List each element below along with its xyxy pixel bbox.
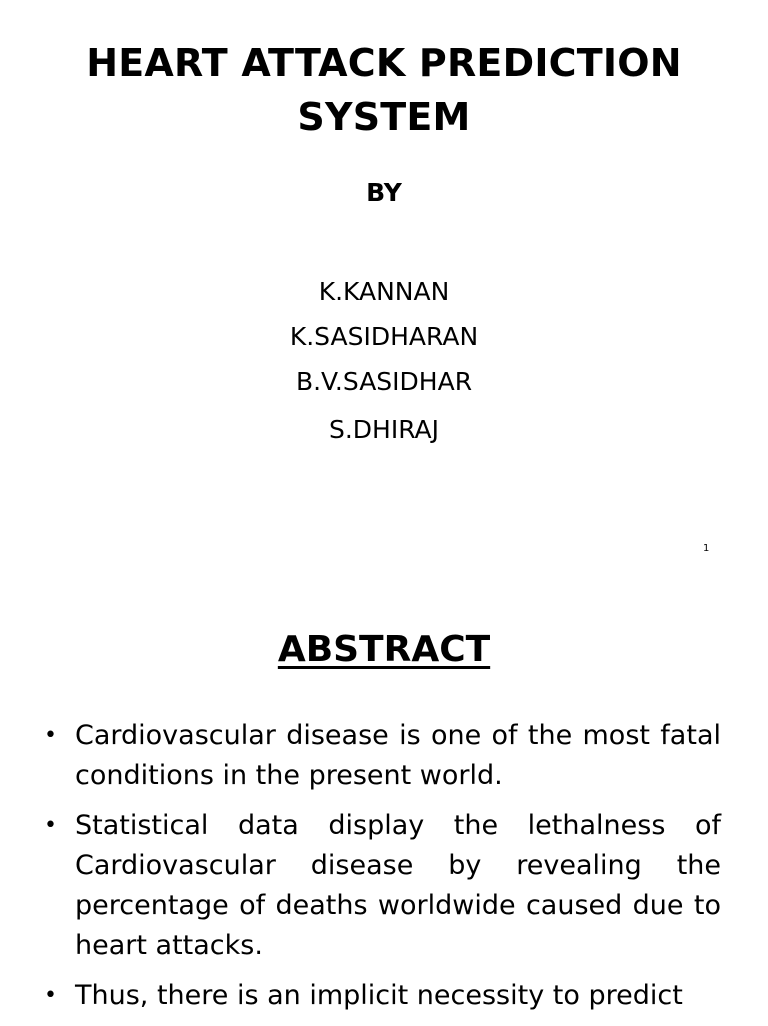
abstract-slide	[0, 580, 768, 1024]
bullet-text: Statistical data display the lethalness of Cardiovascular disease by revealing the percentage of deaths worldwide caused due to heart attacks.	[75, 810, 721, 961]
title-line-1: HEART ATTACK PREDICTION	[86, 41, 682, 85]
bullet-text: Thus, there is an implicit necessity to predict	[75, 980, 683, 1011]
slide-number: 1	[703, 543, 710, 554]
list-item	[44, 716, 721, 796]
presentation-title	[0, 36, 768, 144]
bullet-icon: •	[44, 813, 57, 838]
list-item	[44, 806, 721, 966]
bullet-icon: •	[44, 723, 57, 748]
author-name: S.DHIRAJ	[328, 415, 440, 444]
list-item	[44, 976, 721, 1016]
bullet-icon: •	[44, 983, 57, 1008]
abstract-bullet-list	[44, 716, 721, 1026]
author-name: K.SASIDHARAN	[289, 322, 479, 351]
title-line-2: SYSTEM	[297, 95, 471, 139]
abstract-heading: ABSTRACT	[277, 629, 491, 670]
by-label: BY	[366, 178, 402, 207]
author-name: B.V.SASIDHAR	[295, 367, 473, 396]
bullet-text: Cardiovascular disease is one of the most fatal conditions in the present world.	[75, 720, 721, 791]
author-name: K.KANNAN	[318, 277, 450, 306]
